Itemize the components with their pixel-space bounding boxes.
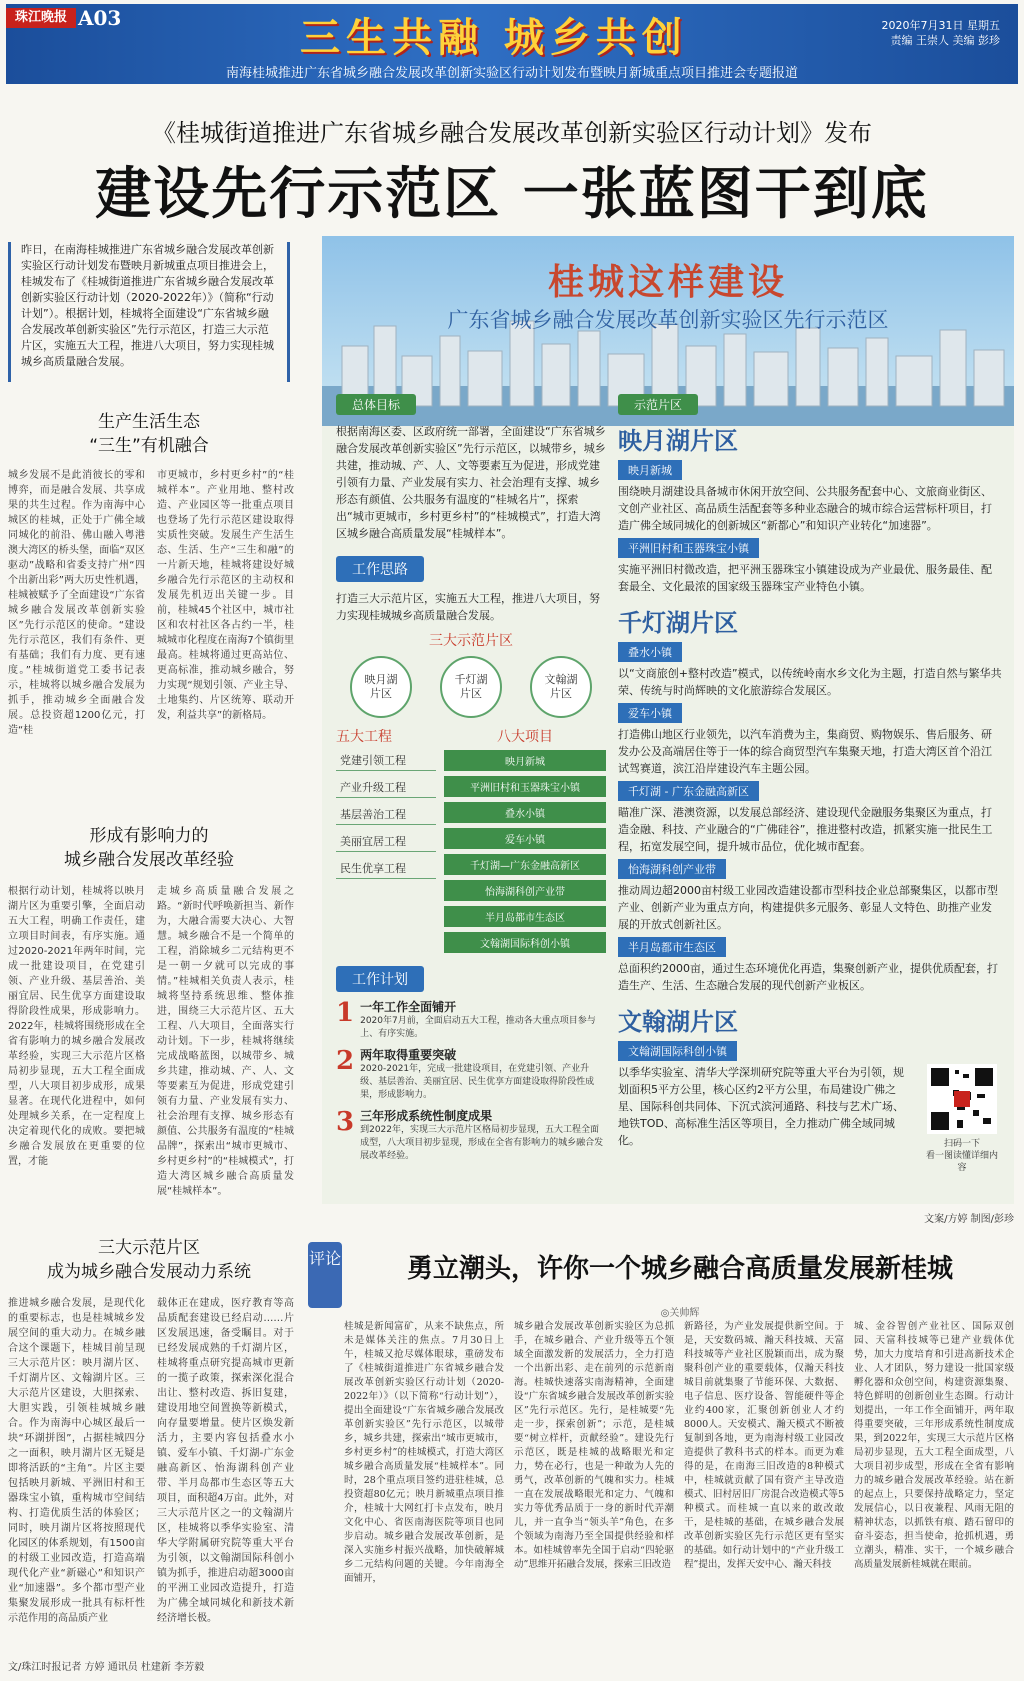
plan-number: 3	[336, 1107, 355, 1137]
wenhan-row	[618, 1064, 1002, 1174]
zone-text: 总面积约2000亩，通过生态环境优化再造，集聚创新产业，提供优质配套，打造生产、生活、生态融合发展的现代创新产业板区。	[618, 962, 998, 992]
section1-col2: 市更城市，乡村更乡村”的“桂城样本”。产业用地、整村改造、产业园区等一批重点项目也登场了先行示范区建设取得实质性突破。发展生产生活生态、生活、生产“三生和融”的一片新天地，桂城将建设好城乡融合先行示范区的主动权和发展先机迈出关键一步。目前，桂城45个社区中，城市社区和农村社区各占约一半，桂城城市化程度在南海7个镇街里最高。桂城将通过更高站位、更高标准，推动城乡融合，努力实现“规划引领、产业主导、土地集约、片区统筹、联动开发，利益共享”的新格局。	[157, 470, 294, 721]
zone-text: 推动周边超2000亩村级工业园改造建设都市型科技企业总部聚集区，以都市型产业、创新产业为重点方向，构建提供多元服务、彰显人文特色、助推产业发展的开放式创新社区。	[618, 884, 998, 931]
zone-circle-yingyue: 映月湖 片区	[350, 656, 412, 718]
section2-col2: 走城乡高质量融合发展之路。“新时代呼唤新担当、新作为，大融合需要大决心、大智慧。城乡融合不是一个简单的工程，消除城乡二元结构更不是一朝一夕就可以完成的事情。”桂城相关负责人表示，桂城将坚持系统思维、整体推进，围绕三大示范片区、五大工程、八大项目，全面落实行动计划。下一步，桂城将继续完成战略蓝图，以城带乡、城乡共建，推动城、产、人、文等要素互为促进，形成党建引领有力量、产业发展有实力、社会治理有支撑、城乡形态有颜值、公共服务有温度的“桂城品牌”，探索出“城市更城市、乡村更乡村”的“桂城模式”，打造大湾区城乡融合高质量发展“桂城样本”。	[157, 886, 294, 1197]
infographic-left-panel	[336, 394, 606, 1163]
eight-projects-list	[444, 726, 606, 958]
project-item: 文翰湖国际科创小镇	[444, 932, 606, 953]
zone-text: 以“文商旅创+整村改造”模式，以传统岭南水乡文化为主题，打造自然与繁华共荣、传统与时尚辉映的文化旅游综合发展区。	[618, 667, 1002, 697]
five-title: 五大工程	[336, 729, 392, 745]
plan-title: 三年形成系统性制度成果	[360, 1109, 493, 1123]
zone-subtitle: 平洲旧村和玉器珠宝小镇	[618, 538, 759, 558]
zone-text: 围绕映月湖建设具备城市休闲开放空间、公共服务配套中心、文旅商业街区、文创产业社区、高品质生活配套等多种业态融合的城市综合运营标杆项目，打造广佛全域同城化的创新城区“新都心”和知识产业转化“加速器”。	[618, 485, 992, 532]
infographic-credit: 文案/方婷 制图/彭珍	[924, 1214, 1014, 1225]
project-item: 爱车小镇	[444, 828, 606, 849]
zone-subtitle: 怡海湖科创产业带	[618, 859, 726, 879]
commentary-col3: 新路径，为产业发展提供新空间。于是，天安数码城、瀚天科技城、天富科技城等产业社区脱颖而出，成为聚聚科创产业的重要载体，仅瀚天科技城目前就集聚了节能环保、大数据、电子信息、医疗设备、智能硬件等企业约400家，汇聚创新创业人才约8000人。天安模式、瀚天模式不断被复制到各地，更为南海村级工业园改造提供了教科书式的样本。而更为难得的是，在南海三旧改造的8种模式中，桂城就贡献了国有资产主导改造模式、旧村居旧厂房混合改造模式等5种模式。而桂城一直以来的敢改敢干，是桂城的基础，在城乡融合发展改革创新实验区先行示范区更有坚实的基础。如行动计划中的“产业升级工程”提出，发挥天安中心、瀚天科技	[684, 1321, 844, 1570]
project-item: 半月岛都市生态区	[444, 906, 606, 927]
section3-title: 三大示范片区 成为城乡融合发展动力系统	[47, 1238, 251, 1282]
project-item: 叠水小镇	[444, 802, 606, 823]
qr-block[interactable]	[922, 1064, 1002, 1174]
zone-subtitle: 爱车小镇	[618, 703, 682, 723]
qr-caption: 扫码一下 看一图读懂详细内容	[925, 1139, 998, 1173]
section2-col1: 根据行动计划，桂城将以映月湖片区为重要引擎，全面启动五大工程，明确工作责任，建立项目时间表，有序实施。通过2020-2021年两年时间，完成一批建设项目，在党建引领、产业升级、基层善治、美丽宜居、民生优享方面建设取得阶段性成果，形成影响力。2022年，桂城将围绕形成在全省有影响力的城乡融合发展改革经验，实现三大示范片区格局初步显现，五大工程全面成型，八大项目初步成形，成果显著。在现代化进程中，如何处理城乡关系，在一定程度上决定着现代化的成败。要把城乡融合发展放在更重要的位置，才能	[8, 886, 145, 1167]
plan-item	[336, 998, 606, 1041]
commentary-body	[344, 1320, 1014, 1670]
zone-text: 瞄准广深、港澳资源，以发展总部经济、建设现代金融服务集聚区为重点，打造金融、科技、产业融合的“广佛硅谷”，推进整村改造，抓紧实施一批民生工程，拓宽发展空间，提升城市品位，优化城市配套。	[618, 806, 993, 853]
goal-tag: 总体目标	[336, 394, 416, 415]
zone-subtitle: 千灯湖 - 广东金融高新区	[618, 781, 759, 801]
demo-zone-tag: 示范片区	[618, 394, 698, 415]
zone-subtitle: 映月新城	[618, 460, 682, 480]
article-lead: 昨日，在南海桂城推进广东省城乡融合发展改革创新实验区行动计划发布暨映月新城重点项目推进会上，桂城发布了《桂城街道推进广东省城乡融合发展改革创新实验区行动计划（2020-2022年）》（简称“行动计划”）。根据计划，桂城将全面建设“广东省城乡融合发展改革创新实验区”先行示范区，打造三大示范片区，实施五大工程，推进八大项目，努力实现桂城城乡高质量融合发展。	[8, 242, 290, 382]
plan-item	[336, 1046, 606, 1102]
engineering-item: 产业升级工程	[336, 777, 436, 798]
page-number: A03	[78, 6, 122, 30]
banner-subtitle: 南海桂城推进广东省城乡融合发展改革创新实验区行动计划发布暨映月新城重点项目推进会专题报道	[225, 66, 798, 81]
engineering-item: 基层善治工程	[336, 804, 436, 825]
section3-col1: 推进城乡融合发展，是现代化的重要标志，也是桂城城乡发展空间的重大动力。在城乡融合这个课题下，桂城目前呈现三大示范片区：映月湖片区、千灯湖片区、文翰湖片区。三大示范片区建设，大胆探索、大胆实践，引领桂城城乡融合。作为南海中心城区最后一块“环湖拼图”，占据桂城四分之一面积，映月湖片区无疑是即将活跃的“主角”。片区主要包括映月新城、平洲旧村和王器珠宝小镇，重构城市空间结构、打造优质生活的体验区；同时，映月湖片区将按照现代化园区的体系规划，有1500亩的村级工业园改造，打造高端现代化产业“新磁心”和知识产业“加速器”。多个都市型产业集聚发展形成一批具有标杆性示范作用的高品质产业	[8, 1298, 145, 1624]
infographic-title: 桂城这样建设	[547, 261, 788, 303]
zone-title-wenhan: 文翰湖片区	[618, 1007, 738, 1036]
plan-number: 2	[336, 1046, 355, 1076]
three-zones-title: 三大示范片区	[429, 633, 513, 649]
engineering-item: 党建引领工程	[336, 750, 436, 771]
plan-number: 1	[336, 998, 355, 1028]
infographic-subtitle: 广东省城乡融合发展改革创新实验区先行示范区	[447, 308, 889, 332]
section2-body	[8, 884, 294, 1224]
section2-title: 形成有影响力的 城乡融合发展改革经验	[64, 826, 234, 870]
zone-circle-wenhan: 文翰湖 片区	[530, 656, 592, 718]
commentary-author: ◎关帅辉	[660, 1308, 700, 1319]
project-item: 映月新城	[444, 750, 606, 771]
reporter-credit: 文/珠江时报记者 方婷 通讯员 杜建新 李芳毅	[8, 1662, 205, 1673]
issue-date: 2020年7月31日 星期五	[881, 19, 1000, 32]
engineering-item: 美丽宜居工程	[336, 831, 436, 852]
goal-text: 根据南海区委、区政府统一部署，全面建设“广东省城乡融合发展改革创新实验区”先行示范区，以城带乡，城乡共建，推动城、产、人、文等要素互为促进，形成党建引领有力量、产业发展有实力、社会治理有支撑、城乡形态有颜值、公共服务有温度的“桂城名片”，探索出“城市更城市，乡村更乡村”的“桂城模式”，打造大湾区城乡融合高质量发展“桂城样本”。	[336, 425, 606, 540]
section3-col2: 载体正在建成，医疗教育等高品质配套建设已经启动……片区发展迅速，备受瞩目。对于已经发展成熟的千灯湖片区，桂城将重点研究提高城市更新的一揽子政策，探索深化混合出让、整村改造、拆旧复建，建设用地空间置换等新模式，向存量要增量。使片区焕发新活力，主要内容包括叠水小镇、爱车小镇、千灯湖-广东金融高新区、怡海湖科创产业带、半月岛都市生态区等五大项目，面积超4万亩。此外，对三大示范片区之一的文翰湖片区，桂城将以季华实验室、清华大学附属研究院等重大平台为引领，以文翰湖国际科创小镇为抓手，推进启动超3000亩的平洲工业园改造提升，打造为广佛全域同城化和新技术新经济增长极。	[157, 1298, 294, 1624]
zone-subtitle: 半月岛都市生态区	[618, 937, 726, 957]
zone-subtitle: 文翰湖国际科创小镇	[618, 1041, 737, 1061]
article-kicker: 《桂城街道推进广东省城乡融合发展改革创新实验区行动计划》发布	[152, 119, 872, 147]
plan-text: 到2022年，实现三大示范片区格局初步显现，五大工程全面成型，八大项目初步显现，形成在全省有影响力的城乡融合发展改革经验。	[360, 1125, 604, 1161]
section1-col1: 城乡发展不是此消彼长的零和博弈，而是融合发展、共享成果的共生过程。作为南海中心城区的桂城，正处于广佛全域同城化的前沿、佛山融入粤港澳大湾区的桥头堡，面临“双区驱动”战略和省委支持广州“四个出新出彩”两大历史性机遇，桂城被赋予了全面建设“广东省城乡融合发展改革创新实验区”先行示范区的使命。“建设先行示范区，我们有条件、更有基础；我们有力度、更有速度。”桂城街道党工委书记表示，桂城将以城乡融合发展为抓手，推动城乡全面融合发展。总投资超1200亿元，打造“桂	[8, 470, 145, 736]
section1-title: 生产生活生态 “三生”有机融合	[89, 412, 209, 456]
commentary-col1: 桂城是新闻富矿，从来不缺焦点，所未是媒体关注的焦点。7月30日上午，桂城又抢尽媒体眼球，重磅发布了《桂城街道推进广东省城乡融合发展改革创新实验区行动计划（2020-2022年）》（以下简称“行动计划”），提出全面建设“广东省城乡融合发展改革创新实验区”先行示范区，以城带乡，城乡共建，探索出“城市更城市，乡村更乡村”的桂城模式，打造大湾区城乡融合高质量发展“桂城样本”。同时，28个重点项目签约进驻桂城，总投资超80亿元；映月新城重点项目推介，桂城十大网红打卡点发布，映月文化中心、省医南海医院等项目也同步启动。城乡融合发展改革创新，是深入实施乡村振兴战略，加快破解城乡二元结构问题的关键。今年南海全面铺开，	[344, 1321, 504, 1584]
zone-text: 打造佛山地区行业领先，以汽车消费为主，集商贸、购物娱乐、售后服务、研发办公及高端居住等于一体的综合商贸型汽车集聚天地，打造大湾区首个沿江试驾赛道，滨江沿岸建设汽车主题公园。	[618, 728, 992, 775]
plan-tag: 工作计划	[336, 966, 424, 992]
commentary-col2: 城乡融合发展改革创新实验区为总抓手，在城乡融合、产业升级等五个领域全面激发新的发展活力，全力打造一个出新出彩、走在前列的示范新南海。桂城快速落实南海精神，全面建设“广东省城乡融合发展改革创新实验区”先行示范区。先行，是桂城要“先走一步，探索创新”；示范，是桂城要“树立样杆，贡献经验”。建设先行示范区，既是桂城的战略眼光和定力，势在必行，也是一种敢为人先的勇气，改革创新的气魄和实力。桂城一直在发展战略眼光和定力、气魄和实力等优秀品质于一身的新时代弄潮儿，并一直争当“领头羊”角色，在多个领域为南海乃至全国提供经验和样本。如桂城曾率先全国于启动“四轮驱动”思维开拓融合发展，探索三旧改造	[514, 1321, 674, 1570]
project-item: 千灯湖—广东金融高新区	[444, 854, 606, 875]
newspaper-logo: 珠江晚报	[6, 8, 76, 28]
plan-text: 2020年7月前，全面启动五大工程，推动各大重点项目参与上、有序实施。	[360, 1016, 596, 1039]
zone-title-qiandeng: 千灯湖片区	[618, 608, 738, 637]
article-headline: 建设先行示范区 一张蓝图干到底	[95, 162, 929, 227]
infographic-right-panel	[618, 394, 1002, 1174]
idea-text: 打造三大示范片区，实施五大工程，推进八大项目，努力实现桂城城乡高质量融合发展。	[336, 592, 600, 622]
five-engineering-list	[336, 726, 436, 958]
issue-editors: 责编 王崇人 美编 彭珍	[890, 34, 1000, 47]
eight-title: 八大项目	[497, 729, 553, 745]
infographic	[322, 236, 1014, 1204]
section3-body	[8, 1296, 294, 1648]
qr-code-icon[interactable]	[927, 1064, 997, 1134]
zone-subtitle: 叠水小镇	[618, 642, 682, 662]
engineering-item: 民生优享工程	[336, 858, 436, 879]
plan-title: 两年取得重要突破	[360, 1048, 457, 1062]
plan-text: 2020-2021年，完成一批建设项目，在党建引领、产业升级、基层善治、美丽宜居、民生优享方面建设取得阶段性成果，形成影响力。	[360, 1064, 595, 1100]
section-banner-title: 三生共融 城乡共创	[300, 14, 688, 61]
zone-title-yingyue: 映月湖片区	[618, 426, 738, 455]
commentary-title: 勇立潮头，许你一个城乡融合高质量发展新桂城	[406, 1254, 953, 1284]
project-item: 怡海湖科创产业带	[444, 880, 606, 901]
plan-title: 一年工作全面铺开	[360, 1000, 457, 1014]
engineering-projects	[336, 726, 606, 958]
zone-circles	[336, 656, 606, 718]
commentary-col4: 城、金谷智创产业社区、国际双创园、天富科技城等已建产业载体优势，加大力度培育和引进高新技术企业、人才团队，努力建设一批国家级孵化器和众创空间，构建资源集聚、特色鲜明的创新创业生态圈。行动计划提出，一年工作全面铺开，两年取得重要突破，三年形成系统性制度成果，到2022年，实现三大示范片区格局初步显现，五大工程全面成型，八大项目初步成型，形成在全省有影响力的城乡融合发展改革经验。站在新的起点上，只要保持战略定力，坚定发展信心，以日夜兼程、风雨无阻的精神状态，以抓铁有痕、踏石留印的奋斗姿态，担当使命，抢抓机遇，勇立潮头，精准、实干，一个城乡融合高质量发展新桂城就在眼前。	[854, 1321, 1014, 1570]
zone-text: 以季华实验室、清华大学深圳研究院等重大平台为引领，规划面积5平方公里，核心区约2平方公里，布局建设广佛之星、国际科创共同体、下沉式滨河通路、科技与艺术广场、地铁TOD、高标准生活区等项目，全力推动广佛全域同城化。	[618, 1066, 904, 1147]
project-item: 平洲旧村和玉器珠宝小镇	[444, 776, 606, 797]
idea-tag: 工作思路	[336, 556, 424, 582]
plan-item	[336, 1107, 606, 1163]
section1-body	[8, 468, 294, 800]
zone-circle-qiandeng: 千灯湖 片区	[440, 656, 502, 718]
issue-info	[882, 18, 1001, 48]
zone-text: 实施平洲旧村微改造，把平洲玉器珠宝小镇建设成为产业最优、服务最佳、配套最全、文化最浓的国家级玉器珠宝产业特色小镇。	[618, 563, 992, 593]
commentary-tag: 评论	[308, 1242, 342, 1308]
